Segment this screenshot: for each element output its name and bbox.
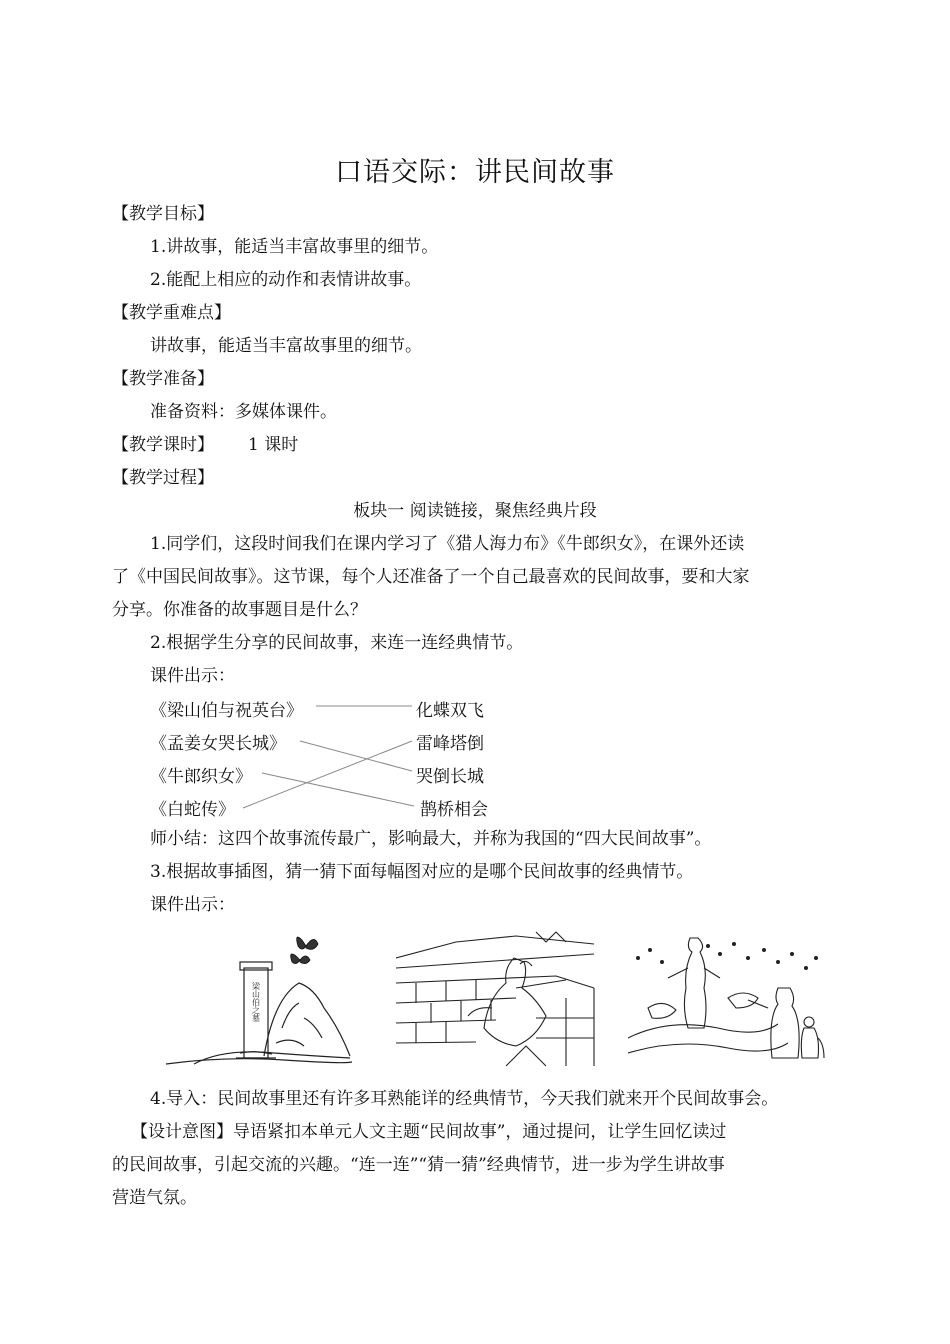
- page-title: 口语交际：讲民间故事: [335, 157, 615, 188]
- match-line: [300, 741, 412, 771]
- tomb-inscription: 梁山伯之墓: [251, 982, 261, 1022]
- match-right-item: 哭倒长城: [416, 767, 484, 787]
- match-line: [262, 773, 414, 806]
- goal-2: 2.能配上相应的动作和表情讲故事。: [150, 270, 422, 290]
- great-wall-illustration: [396, 928, 596, 1068]
- courseware-label-1: 课件出示：: [150, 666, 235, 686]
- prep-heading: 【教学准备】: [112, 369, 214, 389]
- magpie-bridge-illustration: [628, 928, 828, 1068]
- match-right-item: 鹊桥相会: [420, 800, 488, 820]
- match-left-item: 《梁山伯与祝英台》: [150, 701, 303, 721]
- process-heading: 【教学过程】: [112, 468, 214, 488]
- paragraph-3: 3.根据故事插图，猜一猜下面每幅图对应的是哪个民间故事的经典情节。: [150, 862, 694, 882]
- paragraph-2: 2.根据学生分享的民间故事，来连一连经典情节。: [150, 633, 524, 653]
- match-left-item: 《孟姜女哭长城》: [150, 734, 286, 754]
- design-intent-line-2: 的民间故事，引起交流的兴趣。“连一连”“猜一猜”经典情节，进一步为学生讲故事: [112, 1155, 725, 1175]
- goal-1: 1.讲故事，能适当丰富故事里的细节。: [150, 237, 439, 257]
- paragraph-1-line-1: 1.同学们，这段时间我们在课内学习了《猎人海力布》《牛郎织女》，在课外还读: [150, 534, 745, 554]
- key-heading: 【教学重难点】: [112, 303, 231, 323]
- magpie-flock-icon: [636, 942, 818, 970]
- prep-text: 准备资料：多媒体课件。: [150, 402, 337, 422]
- paragraph-1-line-2: 了《中国民间故事》。这节课，每个人还准备了一个自己最喜欢的民间故事，要和大家: [112, 567, 750, 587]
- butterfly-tomb-illustration: [164, 928, 354, 1068]
- paragraph-4: 4.导入：民间故事里还有许多耳熟能详的经典情节，今天我们就来开个民间故事会。: [150, 1089, 779, 1109]
- match-right-item: 雷峰塔倒: [416, 734, 484, 754]
- goals-heading: 【教学目标】: [112, 204, 214, 224]
- match-left-item: 《牛郎织女》: [150, 767, 252, 787]
- courseware-label-2: 课件出示：: [150, 895, 235, 915]
- paragraph-1-line-3: 分享。你准备的故事题目是什么？: [112, 600, 367, 620]
- teacher-summary: 师小结：这四个故事流传最广，影响最大，并称为我国的“四大民间故事”。: [150, 829, 712, 849]
- block1-heading: 板块一 阅读链接，聚焦经典片段: [353, 501, 597, 521]
- match-right-item: 化蝶双飞: [416, 701, 484, 721]
- hours-heading: 【教学课时】: [112, 435, 214, 455]
- design-intent-line-1: 【设计意图】导语紧扣本单元人文主题“民间故事”，通过提问，让学生回忆读过: [131, 1122, 727, 1142]
- design-intent-line-3: 营造气氛。: [112, 1188, 197, 1208]
- hours-value: 1 课时: [248, 435, 299, 455]
- match-left-item: 《白蛇传》: [150, 800, 235, 820]
- key-text: 讲故事，能适当丰富故事里的细节。: [150, 336, 422, 356]
- butterfly-icon: [291, 937, 318, 964]
